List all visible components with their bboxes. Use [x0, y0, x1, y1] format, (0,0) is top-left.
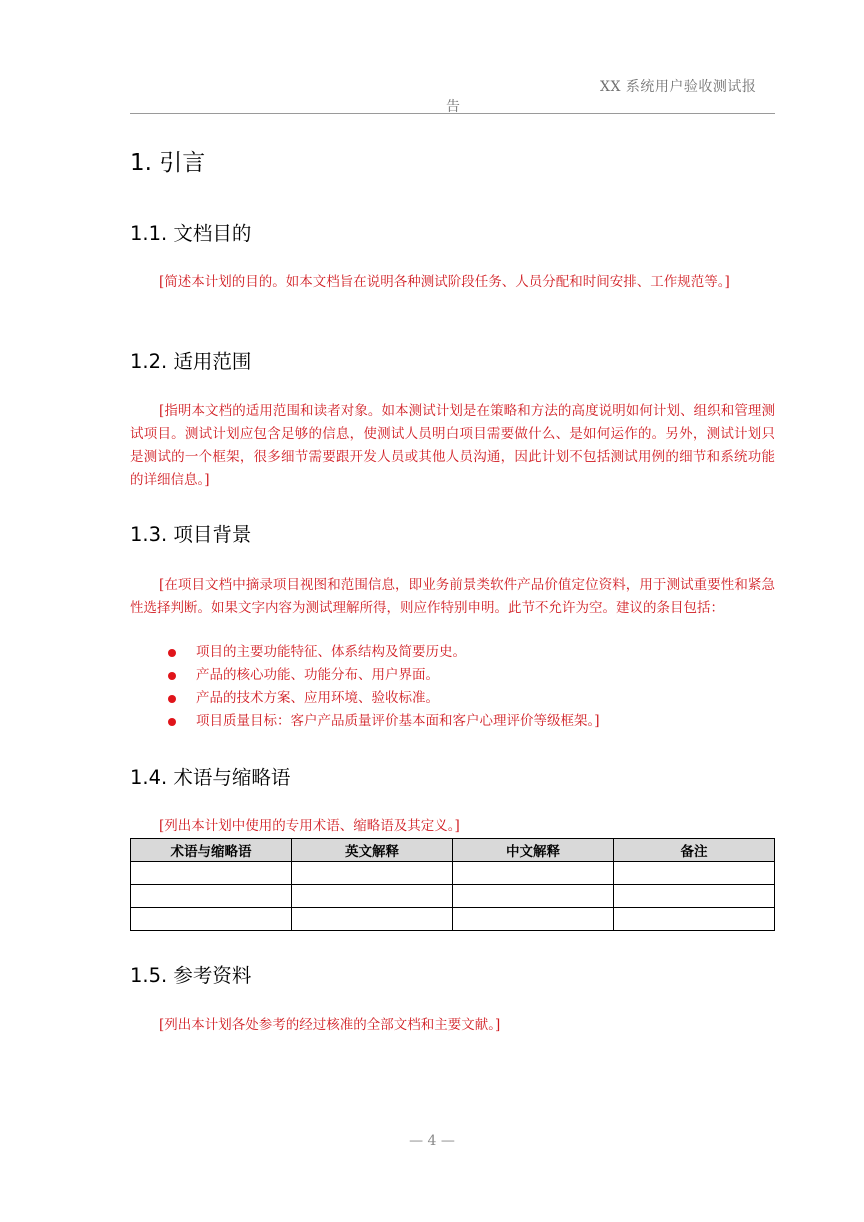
list-item-text: 产品的核心功能、功能分布、用户界面。 [196, 667, 439, 683]
table-cell [453, 885, 614, 908]
table-cell [292, 885, 453, 908]
table-cell [453, 908, 614, 931]
bullet-dot-icon [168, 672, 176, 680]
column-header-chinese: 中文解释 [453, 839, 614, 862]
terms-table [130, 838, 775, 931]
table-cell [292, 908, 453, 931]
heading-project-background: 1.3. 项目背景 [130, 523, 252, 546]
table-row [131, 908, 775, 931]
header-rule [130, 113, 775, 114]
header-title: XX 系统用户验收测试报 [600, 79, 757, 95]
table-cell [131, 862, 292, 885]
table-header-row [131, 839, 775, 862]
table-cell [131, 908, 292, 931]
list-item [130, 641, 775, 664]
table-cell [614, 885, 775, 908]
list-item-text: 项目的主要功能特征、体系结构及简要历史。 [196, 644, 466, 660]
list-item [130, 664, 775, 687]
header-title-wrap: 告 [446, 99, 460, 115]
column-header-english: 英文解释 [292, 839, 453, 862]
paragraph-terms: [列出本计划中使用的专用术语、缩略语及其定义。] [159, 818, 460, 834]
list-item [130, 687, 775, 710]
table-row [131, 885, 775, 908]
list-item-text: 产品的技术方案、应用环境、验收标准。 [196, 690, 439, 706]
paragraph-document-purpose: [简述本计划的目的。如本文档旨在说明各种测试阶段任务、人员分配和时间安排、工作规范等。] [159, 274, 730, 290]
heading-scope: 1.2. 适用范围 [130, 350, 252, 373]
heading-terms: 1.4. 术语与缩略语 [130, 766, 291, 789]
table-row [131, 862, 775, 885]
column-header-notes: 备注 [614, 839, 775, 862]
paragraph-project-background: [在项目文档中摘录项目视图和范围信息，即业务前景类软件产品价值定位资料，用于测试重要性和紧急性选择判断。如果文字内容为测试理解所得，则应作特别申明。此节不允许为空。建议的条目包括： [130, 577, 775, 616]
bullet-dot-icon [168, 718, 176, 726]
page-number: — 4 — [409, 1133, 455, 1149]
heading-document-purpose: 1.1. 文档目的 [130, 222, 252, 245]
table-cell [292, 862, 453, 885]
bullet-list [130, 641, 775, 733]
table-cell [131, 885, 292, 908]
table-cell [614, 862, 775, 885]
list-item-text: 项目质量目标：客户产品质量评价基本面和客户心理评价等级框架。] [196, 713, 600, 729]
paragraph-scope: [指明本文档的适用范围和读者对象。如本测试计划是在策略和方法的高度说明如何计划、组织和管理测试项目。测试计划应包含足够的信息，使测试人员明白项目需要做什么、是如何运作的。另外，测试计划只是测试的一个框架，很多细节需要跟开发人员或其他人员沟通，因此计划不包括测试用例的细节和系统功能的详细信息。] [130, 403, 775, 488]
paragraph-references: [列出本计划各处参考的经过核准的全部文档和主要文献。] [159, 1017, 501, 1033]
bullet-dot-icon [168, 695, 176, 703]
bullet-dot-icon [168, 649, 176, 657]
table-cell [453, 862, 614, 885]
heading-references: 1.5. 参考资料 [130, 964, 252, 987]
table-cell [614, 908, 775, 931]
list-item [130, 710, 775, 733]
section-heading-introduction: 1. 引言 [130, 150, 206, 176]
column-header-term: 术语与缩略语 [131, 839, 292, 862]
